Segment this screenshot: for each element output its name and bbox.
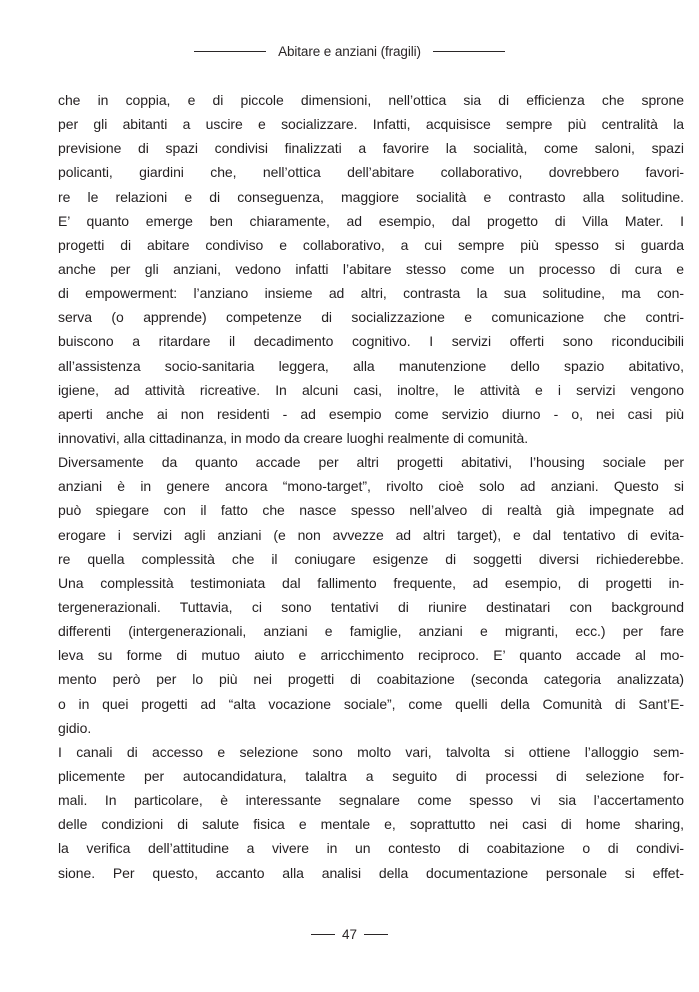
page-number: 47 xyxy=(341,927,358,942)
text-line: igiene, ad attività ricreative. In alcuni casi, inoltre, le attività e i servizi vengono xyxy=(58,381,684,398)
header-rule-right xyxy=(433,51,505,52)
running-header xyxy=(0,44,699,59)
text-line: di empowerment: l’anziano insieme ad altri, contrasta la sua solitudine, ma con- xyxy=(58,285,684,302)
chapter-title: Abitare e anziani (fragili) xyxy=(278,44,421,59)
text-line: I canali di accesso e selezione sono molto vari, talvolta si ottiene l’alloggio sem- xyxy=(58,743,684,760)
text-line-paragraph-end: gidio. xyxy=(58,719,92,736)
text-line: la verifica dell’attitudine a vivere in un contesto di coabitazione o di condivi- xyxy=(58,840,684,857)
text-line: o in quei progetti ad “alta vocazione sociale”, come quelli della Comunità di Sant’E- xyxy=(58,695,684,712)
text-line: all’assistenza socio-sanitaria leggera, alla manutenzione dello spazio abitativo, xyxy=(58,357,684,374)
text-line: tergenerazionali. Tuttavia, ci sono tentativi di riunire destinatari con background xyxy=(58,598,684,615)
text-line: che in coppia, e di piccole dimensioni, nell’ottica sia di efficienza che sprone xyxy=(58,92,684,108)
text-line: re quella complessità che il coniugare esigenze di soggetti diversi richiederebbe. xyxy=(58,550,684,567)
text-line: serva (o apprende) competenze di socializzazione e comunicazione che contri- xyxy=(58,309,684,326)
header-rule-left xyxy=(194,51,266,52)
text-line: previsione di spazi condivisi finalizzati a favorire la socialità, come saloni, spazi xyxy=(58,140,684,157)
text-line: re le relazioni e di conseguenza, maggiore socialità e contrasto alla solitudine. xyxy=(58,188,684,205)
text-line: progetti di abitare condiviso e collaborativo, a cui sempre più spesso si guarda xyxy=(58,236,684,253)
text-line: mali. In particolare, è interessante segnalare come spesso vi sia l’accertamento xyxy=(58,792,684,809)
body-text xyxy=(58,88,684,885)
text-line: delle condizioni di salute fisica e mentale e, soprattutto nei casi di home sharing, xyxy=(58,816,684,833)
text-line: Una complessità testimoniata dal fallimento frequente, ad esempio, di progetti in- xyxy=(58,574,684,591)
text-line: policanti, giardini che, nell’ottica dell’abitare collaborativo, dovrebbero favori- xyxy=(58,164,684,181)
footer-rule-left xyxy=(311,934,335,935)
text-line: buiscono a ritardare il decadimento cognitivo. I servizi offerti sono riconducibili xyxy=(58,333,684,350)
text-line-paragraph-end: innovativi, alla cittadinanza, in modo da creare luoghi realmente di comunità. xyxy=(58,429,529,446)
page-footer xyxy=(0,927,699,942)
text-line: Diversamente da quanto accade per altri progetti abitativi, l’housing sociale per xyxy=(58,454,684,471)
text-line: leva su forme di mutuo aiuto e arricchimento reciproco. E’ quanto accade al mo- xyxy=(58,647,684,664)
text-line: può spiegare con il fatto che nasce spesso nell’alveo di realtà già impegnate ad xyxy=(58,502,684,519)
text-line: aperti anche ai non residenti - ad esempio come servizio diurno - o, nei casi più xyxy=(58,405,684,422)
text-line: erogare i servizi agli anziani (e non avvezze ad altri target), e dal tentativo di evita- xyxy=(58,526,684,543)
text-line: differenti (intergenerazionali, anziani e famiglie, anziani e migranti, ecc.) per fare xyxy=(58,623,684,640)
text-line: mento però per lo più nei progetti di coabitazione (seconda categoria analizzata) xyxy=(58,671,684,688)
text-line: sione. Per questo, accanto alla analisi della documentazione personale si effet- xyxy=(58,864,684,881)
footer-rule-right xyxy=(364,934,388,935)
text-line: plicemente per autocandidatura, talaltra a seguito di processi di selezione for- xyxy=(58,767,684,784)
text-line: per gli abitanti a uscire e socializzare. Infatti, acquisisce sempre più centralità la xyxy=(58,116,684,133)
text-line: anziani è in genere ancora “mono-target”, rivolto cioè solo ad anziani. Questo si xyxy=(58,478,684,495)
text-line: E’ quanto emerge ben chiaramente, ad esempio, dal progetto di Villa Mater. I xyxy=(58,212,684,229)
text-line: anche per gli anziani, vedono infatti l’abitare stesso come un processo di cura e xyxy=(58,260,684,277)
